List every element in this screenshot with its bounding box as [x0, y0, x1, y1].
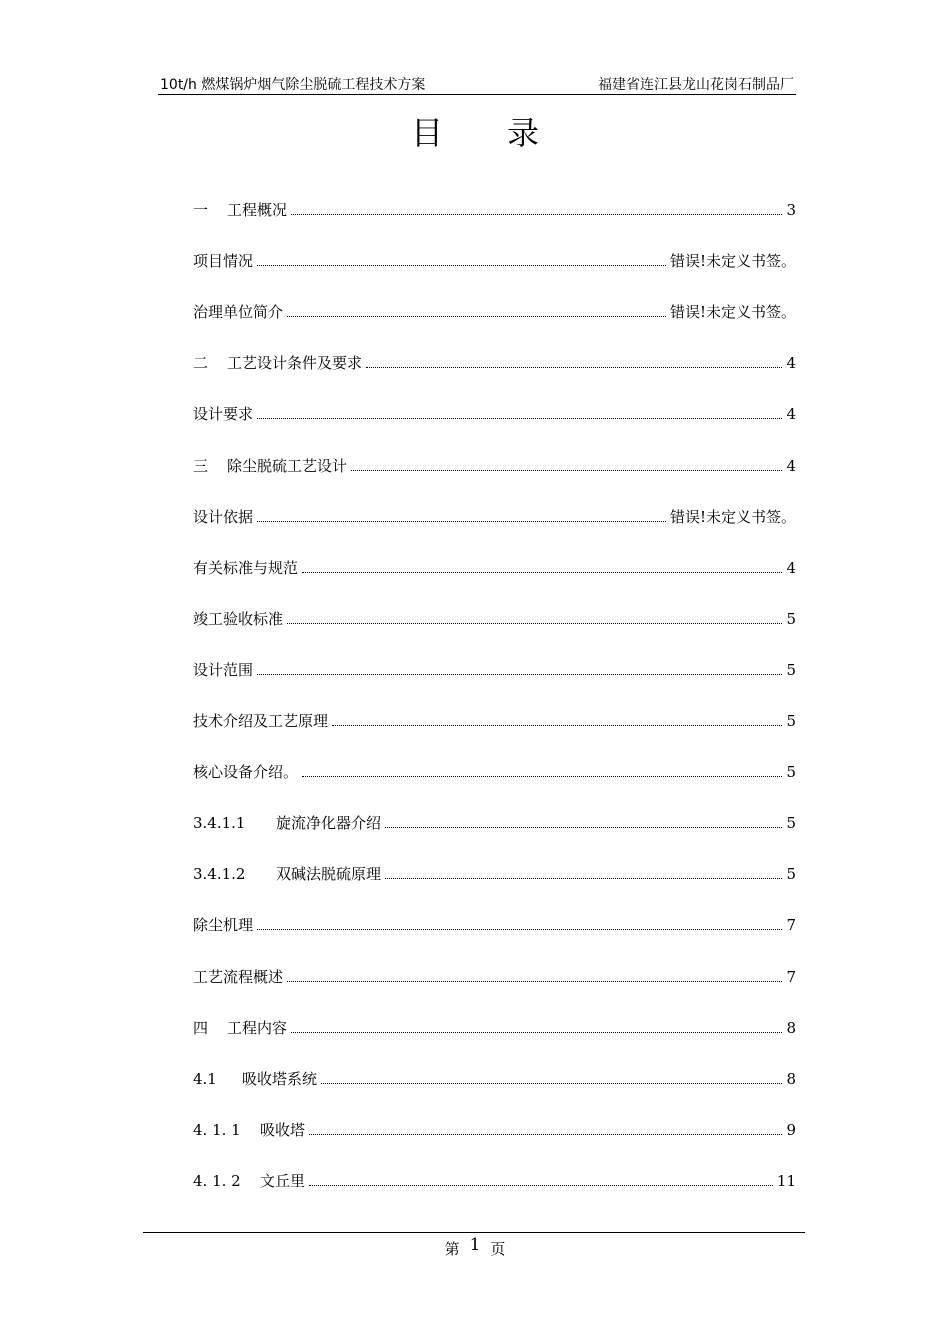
- toc-entry-label: 双碱法脱硫原理: [276, 865, 382, 884]
- toc-entry-page: 7: [786, 916, 796, 935]
- toc-entry-page: 5: [786, 814, 796, 833]
- footer-page-number: 1: [469, 1235, 481, 1255]
- toc-entry-label: 治理单位简介: [193, 303, 284, 322]
- toc-entry[interactable]: [193, 912, 796, 934]
- toc-leader-dots: [309, 1133, 782, 1135]
- toc-entry-page: 错误!未定义书签。: [669, 303, 796, 322]
- toc-entry-label: 设计依据: [193, 507, 254, 526]
- toc-entry-page: 5: [786, 609, 796, 628]
- toc-entry-label: 除尘机理: [193, 916, 254, 935]
- page-title: 目录: [410, 114, 603, 152]
- toc-leader-dots: [287, 622, 782, 624]
- toc-entry[interactable]: [193, 299, 796, 321]
- toc-entry-label: 除尘脱硫工艺设计: [227, 456, 348, 475]
- toc-entry-number: 一: [193, 201, 209, 219]
- toc-leader-dots: [257, 264, 666, 266]
- toc-leader-dots: [321, 1082, 782, 1084]
- toc-leader-dots: [257, 673, 782, 675]
- page-header: [158, 74, 796, 95]
- toc-entry[interactable]: [193, 1066, 796, 1088]
- toc-entry-number: 3.4.1.2: [193, 865, 246, 884]
- toc-leader-dots: [351, 469, 782, 471]
- toc-entry-page: 错误!未定义书签。: [669, 252, 796, 271]
- toc-leader-dots: [291, 213, 782, 215]
- toc-entry[interactable]: [193, 401, 796, 423]
- toc-leader-dots: [385, 877, 782, 879]
- toc-leader-dots: [332, 724, 782, 726]
- toc-entry[interactable]: [193, 453, 796, 475]
- toc-leader-dots: [302, 775, 782, 777]
- toc-leader-dots: [257, 520, 666, 522]
- toc-entry-page: 7: [786, 967, 796, 986]
- toc-entry-page: 3: [786, 201, 796, 219]
- toc-entry-page: 4: [786, 558, 796, 577]
- toc-entry-page: 8: [786, 1018, 796, 1037]
- toc-entry[interactable]: [193, 1168, 796, 1190]
- toc-entry[interactable]: [193, 1117, 796, 1139]
- toc-entry[interactable]: [193, 606, 796, 628]
- toc-entry-label: 技术介绍及工艺原理: [193, 712, 329, 730]
- toc-entry[interactable]: [193, 504, 796, 526]
- toc-entry-page: 错误!未定义书签。: [669, 507, 796, 526]
- toc-entry-label: 有关标准与规范: [193, 558, 299, 577]
- header-document-title: 10t/h 燃煤锅炉烟气除尘脱硫工程技术方案: [160, 77, 426, 93]
- toc-entry-number: 二: [193, 354, 209, 373]
- toc-leader-dots: [257, 928, 782, 930]
- page-footer: [0, 1235, 950, 1259]
- toc-entry-number: 4.1: [193, 1069, 217, 1088]
- toc-entry[interactable]: [193, 964, 796, 986]
- toc-entry-label: 工程内容: [227, 1018, 288, 1037]
- footer-prefix: 第: [444, 1240, 460, 1258]
- toc-entry-page: 5: [786, 660, 796, 679]
- toc-entry-page: 5: [786, 712, 796, 730]
- toc-leader-dots: [385, 826, 782, 828]
- toc-entry-label: 文丘里: [260, 1171, 306, 1190]
- toc-entry-number: 3.4.1.1: [193, 814, 246, 833]
- toc-entry-number: 三: [193, 456, 209, 475]
- toc-entry-number: 4. 1. 2: [193, 1171, 241, 1190]
- toc-entry-label: 核心设备介绍。: [193, 763, 299, 782]
- toc-entry-page: 5: [786, 865, 796, 884]
- toc-leader-dots: [257, 417, 782, 419]
- toc-leader-dots: [287, 980, 782, 982]
- toc-entry[interactable]: [193, 350, 796, 372]
- toc-entry-number: 4. 1. 1: [193, 1120, 241, 1139]
- header-organization: 福建省连江县龙山花岗石制品厂: [598, 77, 794, 93]
- toc-entry-label: 工艺流程概述: [193, 967, 284, 986]
- toc-entry-page: 4: [786, 354, 796, 373]
- toc-leader-dots: [302, 571, 782, 573]
- toc-leader-dots: [291, 1031, 782, 1033]
- toc-entry-label: 工程概况: [227, 201, 288, 219]
- toc-entry-label: 设计要求: [193, 405, 254, 424]
- toc-entry-label: 吸收塔系统: [242, 1069, 318, 1088]
- toc-entry-label: 项目情况: [193, 252, 254, 271]
- toc-entry-label: 设计范围: [193, 660, 254, 679]
- toc-leader-dots: [287, 315, 666, 317]
- footer-suffix: 页: [490, 1240, 506, 1258]
- toc-entry[interactable]: [193, 197, 796, 219]
- toc-entry-page: 11: [776, 1171, 796, 1190]
- toc-entry[interactable]: [193, 248, 796, 270]
- toc-entry[interactable]: [193, 555, 796, 577]
- toc-entry[interactable]: [193, 1015, 796, 1037]
- toc-entry-label: 旋流净化器介绍: [276, 814, 382, 833]
- toc-entry-label: 竣工验收标准: [193, 609, 284, 628]
- toc-entry-page: 4: [786, 456, 796, 475]
- toc-entry-page: 5: [786, 763, 796, 782]
- toc-leader-dots: [366, 366, 782, 368]
- toc-entry[interactable]: [193, 861, 796, 883]
- toc-entry[interactable]: [193, 810, 796, 832]
- toc-entry[interactable]: [193, 759, 796, 781]
- toc-entry-label: 工艺设计条件及要求: [227, 354, 363, 373]
- toc-leader-dots: [309, 1184, 773, 1186]
- toc-entry-page: 9: [786, 1120, 796, 1139]
- toc-entry-label: 吸收塔: [260, 1120, 306, 1139]
- toc-entry[interactable]: [193, 657, 796, 679]
- toc-entry[interactable]: [193, 708, 796, 730]
- toc-entry-number: 四: [193, 1018, 209, 1037]
- footer-divider: [143, 1232, 805, 1233]
- toc-entry-page: 4: [786, 405, 796, 424]
- toc-entry-page: 8: [786, 1069, 796, 1088]
